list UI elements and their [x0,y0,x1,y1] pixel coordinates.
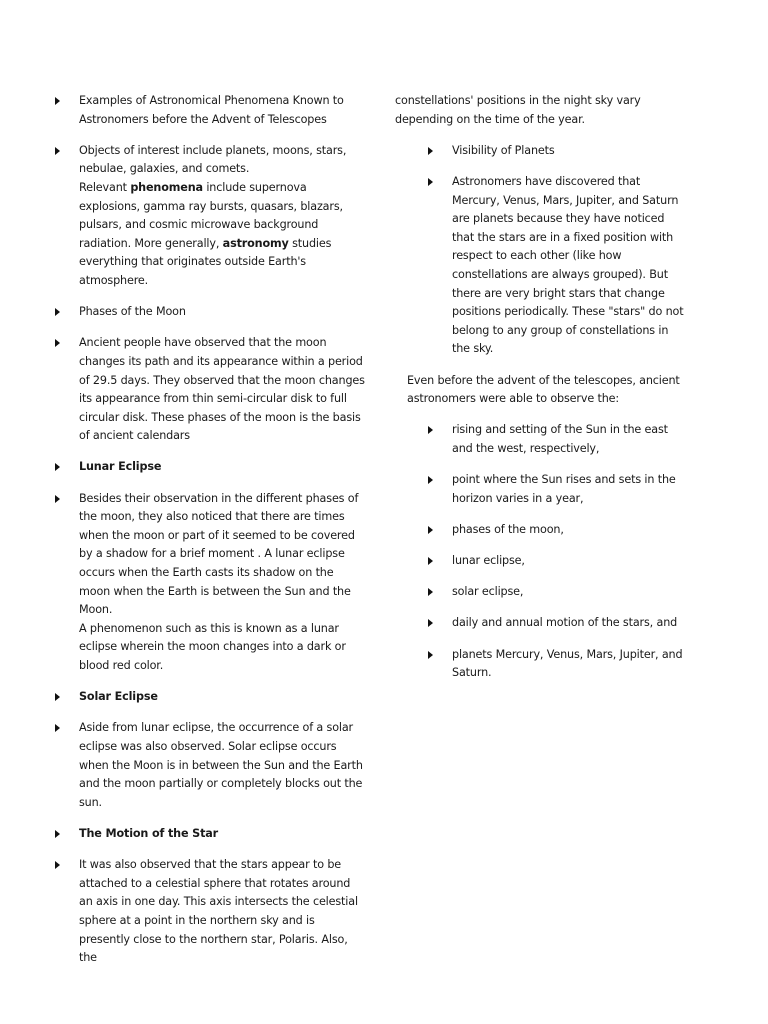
section-heading: Examples of Astronomical Phenomena Known to Astronomers before the Advent of Telescopes [79,94,344,126]
right-column [395,92,685,695]
list-item [428,471,685,508]
list-item [55,856,365,968]
section-heading: Phases of the Moon [79,305,186,319]
list-item [428,142,685,161]
arrow-bullet-icon [55,339,60,347]
list-item [428,521,685,540]
arrow-bullet-icon [428,178,433,186]
paragraph: Even before the advent of the telescopes, ancient astronomers were able to observe the: [407,373,680,406]
arrow-bullet-icon [428,426,433,434]
arrow-bullet-icon [428,588,433,596]
section-heading: Solar Eclipse [79,690,158,704]
arrow-bullet-icon [428,526,433,534]
list-item [428,552,685,571]
text-run: Relevant [79,180,131,194]
list-item [428,173,685,359]
arrow-bullet-icon [428,557,433,565]
text-run: include supernova explosions, gamma ray bursts, quasars, blazars, pulsars, and cosmic microwave background radiation. More generally, [79,180,343,250]
list-item [428,646,685,683]
list-item [55,490,365,676]
paragraph: constellations' positions in the night sky vary depending on the time of the year. [395,94,641,126]
arrow-bullet-icon [55,724,60,732]
list-item-text: solar eclipse, [452,585,524,599]
arrow-bullet-icon [428,147,433,155]
text-run: studies everything that originates outside Earth's atmosphere. [79,236,332,287]
list-item-text: planets Mercury, Venus, Mars, Jupiter, and Saturn. [452,647,683,680]
list-item [55,303,365,322]
section-heading: Lunar Eclipse [79,460,162,474]
list-item-text: rising and setting of the Sun in the east and the west, respectively, [452,423,668,455]
list-item [428,614,685,633]
arrow-bullet-icon [428,476,433,484]
arrow-bullet-icon [55,97,60,105]
list-item [55,92,365,129]
paragraph: It was also observed that the stars appear to be attached to a celestial sphere that rotates around an axis in one day. This axis intersects the celestial sphere at a point in the northern sky and is presently close to the northern star, Polaris. Also, the [79,858,358,965]
paragraph: Ancient people have observed that the moon changes its path and its appearance within a period of 29.5 days. They observed that the moon changes its appearance from thin semi-circular disk to full circular disk. These phases of the moon is the basis of ancient calendars [79,336,365,443]
arrow-bullet-icon [55,861,60,869]
paragraph [79,179,365,291]
arrow-bullet-icon [55,463,60,471]
arrow-bullet-icon [428,651,433,659]
sub-list [428,142,685,359]
bold-term: astronomy [222,236,289,250]
arrow-bullet-icon [55,495,60,503]
list-item-text: point where the Sun rises and sets in the horizon varies in a year, [452,473,676,505]
list-item [428,421,685,458]
list-item [55,719,365,812]
arrow-bullet-icon [55,308,60,316]
paragraph: Objects of interest include planets, moons, stars, nebulae, galaxies, and comets. [79,143,347,176]
list-item-text: phases of the moon, [452,522,564,536]
list-item [428,583,685,602]
paragraph: Besides their observation in the different phases of the moon, they also noticed that there are times when the moon or part of it seemed to be covered by a shadow for a brief moment . A lunar eclipse occurs when the Earth casts its shadow on the moon when the Earth is between the Sun and the Moon. [79,491,359,617]
arrow-bullet-icon [428,619,433,627]
bold-term: phenomena [130,180,203,194]
section-heading: The Motion of the Star [79,826,219,840]
arrow-bullet-icon [55,147,60,155]
paragraph: Aside from lunar eclipse, the occurrence of a solar eclipse was also observed. Solar eclipse occurs when the Moon is in between the Sun and the Earth and the moon partially or completely blocks out the sun. [79,721,363,809]
list-item [55,825,365,844]
section-heading: Visibility of Planets [452,143,555,157]
left-column [55,92,365,980]
paragraph: A phenomenon such as this is known as a lunar eclipse wherein the moon changes into a dark or blood red color. [79,621,346,672]
list-item [55,688,365,707]
arrow-bullet-icon [55,830,60,838]
list-item [55,334,365,446]
list-item [55,458,365,477]
list-item-text: daily and annual motion of the stars, and [452,616,678,630]
paragraph: Astronomers have discovered that Mercury, Venus, Mars, Jupiter, and Saturn are planets because they have noticed that the stars are in a fixed position with respect to each other (like how constellations are always grouped). But there are very bright stars that change positions periodically. These "stars" do not belong to any group of constellations in the sky. [452,174,684,356]
arrow-bullet-icon [55,693,60,701]
list-item [55,142,365,291]
list-item-text: lunar eclipse, [452,554,525,568]
observations-list [428,421,685,683]
